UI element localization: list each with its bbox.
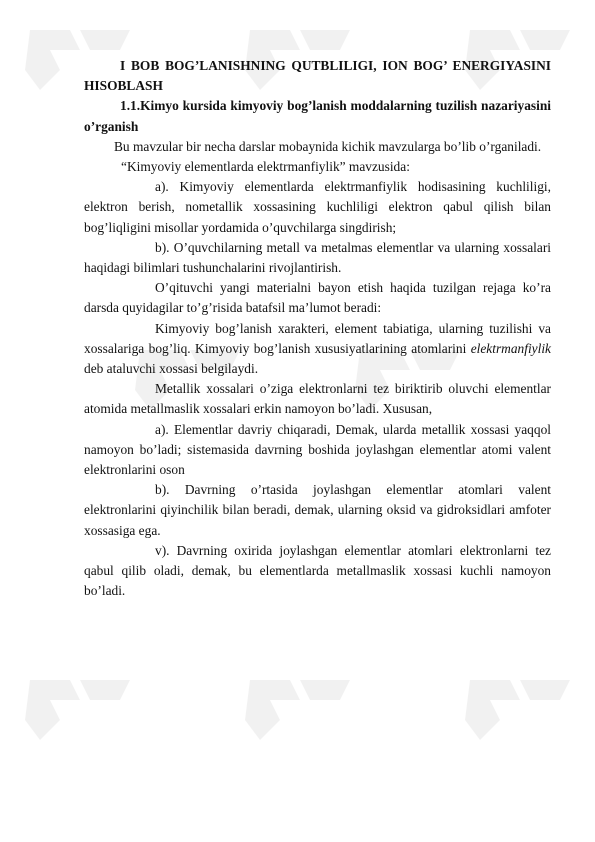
paragraph-item-a2: a). Elementlar davriy chiqaradi, Demak, ularda metallik xossasi yaqqol namoyon bo’ladi; sistemasida davrning boshida joylashgan elementlar atomi valent elektronlarini oson [84, 421, 551, 478]
watermark-logo-icon [20, 660, 140, 760]
paragraph-text: deb ataluvchi xossasi belgilaydi. [84, 361, 259, 377]
italic-term: elektrmanfiylik [470, 340, 551, 356]
document-body [84, 56, 551, 601]
paragraph-teacher: O’qituvchi yangi materialni bayon etish haqida tuzilgan rejaga ko’ra darsda quyidagilar to’g’risida batafsil ma’lumot beradi: [84, 280, 551, 316]
paragraph-item-a: a). Kimyoviy elementlarda elektrmanfiylik hodisasining kuchliligi, elektron berish, nometallik xossasining kuchliligi elektron qabul qilish bilan bog’liqligini misollar yordamida o’quvchilarga singdirish; [84, 179, 551, 235]
paragraph-text: Kimyoviy bog’lanish xarakteri, element tabiatiga, ularning tuzilishi va xossalariga bog’liq. Kimyoviy bog’lanish xususiyatlarining atomlarini [84, 320, 551, 356]
watermark-logo-icon [460, 660, 580, 760]
paragraph-bond-character [84, 319, 551, 380]
paragraph-metallic: Metallik xossalari o’ziga elektronlarni tez biriktirib oluvchi elementlar atomida metallmaslik xossalari erkin namoyon bo’ladi. Xususan, [84, 381, 551, 417]
paragraph-topic: “Kimyoviy elementlarda elektrmanfiylik” mavzusida: [121, 159, 410, 175]
paragraph-intro: Bu mavzular bir necha darslar mobaynida kichik mavzularga bo’lib o’rganiladi. [114, 138, 542, 154]
paragraph-item-b: b). O’quvchilarning metall va metalmas elementlar va ularning xossalari haqidagi bilimlari tushunchalarini rivojlantirish. [84, 239, 551, 276]
section-heading: 1.1.Kimyo kursida kimyoviy bog’lanish moddalarning tuzilish nazariyasini o’rganish [84, 98, 551, 134]
watermark-logo-icon [240, 660, 360, 760]
chapter-heading: I BOB BOG’LANISHNING QUTBLILIGI, ION BOG’ ENERGIYASINI HISOBLASH [84, 58, 551, 94]
paragraph-item-b2: b). Davrning o’rtasida joylashgan elementlar atomlari valent elektronlarini qiyinchilik bilan beradi, demak, ularning oksid va gidroksidlari amfoter xossasiga ega. [84, 482, 551, 538]
paragraph-item-v: v). Davrning oxirida joylashgan elementlar atomlari elektronlarni tez qabul qilib oladi, demak, bu elementlarda metallmaslik xossasi kuchli namoyon bo’ladi. [84, 542, 551, 599]
